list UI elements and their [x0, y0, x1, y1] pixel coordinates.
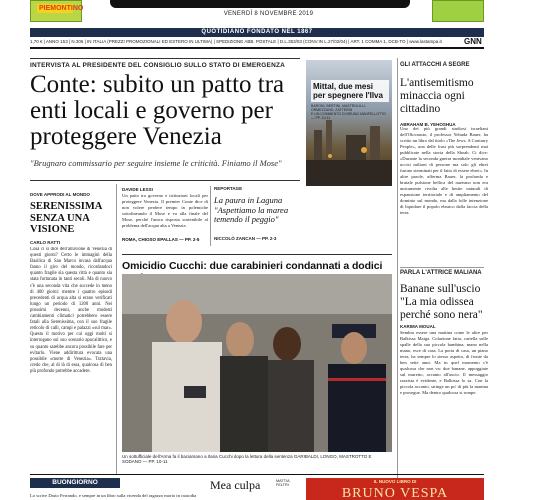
advert-left-label: PIEMONTINO	[39, 5, 84, 12]
price-line: 1,70 € | ANNO 153 | N.306 | IN ITALIA (PREZZI PROMOZIONALI ED ESTERO IN ULTIMA) | SPEDIZIONE ABB. POSTALE | D.L.353/03 (CONV.IN L.27/02/04) | ART. 1 COMMA 1, DCB-TO | www.lastampa.it	[30, 39, 442, 44]
right-col-divider	[397, 58, 398, 478]
buongiorno-text: Lo scrive Dario Ferrando, e sempre in un libro sulla vicenda del ragazzo morto in custodia	[30, 493, 197, 498]
cucchi-caption: Un sottufficiale dell'Arma fa il baciamano a Ilaria Cucchi dopo la lettura della sentenza GARIBALDI, LONGO, MASTROTTO E SODANO — PP. 10-11	[122, 454, 372, 464]
main-headline[interactable]: Conte: subito un patto tra enti locali e governo per proteggere Venezia	[30, 71, 285, 150]
courtroom-image	[122, 274, 392, 452]
segre-byline: ABRAHAM B. YEHOSHUA	[400, 122, 456, 127]
laguna-kicker: REPORTAGE	[214, 186, 243, 191]
founded-banner: QUOTIDIANO FONDATO NEL 1867	[30, 28, 484, 37]
left-col-divider	[116, 184, 117, 474]
right-col-rule	[400, 267, 484, 268]
vespa-small-label: IL NUOVO LIBRO DI	[373, 479, 417, 484]
laguna-author: NICCOLÒ ZANCAN — PP. 2-3	[214, 236, 277, 241]
ratti-body: Cosa ci si dice dell'alluvione di Venezia di questi giorni? Certo le immagini della Basilica di San Marco invasa dall'acqua fanno il giro del mondo, ricordandoci quanto fragile sia questa città e quanto sia stata fortunata in tanti secoli. Ma di nuovo c'è una seconda vita che succede in meno di 400 giorni: mentre i quattro episodi precedenti di acqua alta si erano verificati lungo un periodo di 1200 anni. Nei prossimi decenni, anche modesti cambiamenti climatici potrebbero essere fatali alla Serenissima, con il suo fragile reticolo di calli, campi e palazzi «sul mar». Questo il motivo per cui oggi molti si interrogano sul suo scenario apocalittico, e su quanto sarebbe ancora possibile fare per evitarlo. Viene addirittura evocata una possibile «morte di Venezia». Tuttavia, credo che, al di là di essa, qualcosa di ben più profondo potrebbe accadere.	[30, 247, 112, 374]
masthead	[0, 0, 537, 40]
cucchi-headline[interactable]: Omicidio Cucchi: due carabinieri condannati a dodici	[122, 260, 383, 272]
vespa-author-name: BRUNO VESPA	[341, 486, 449, 500]
cucchi-photo[interactable]	[122, 274, 392, 452]
ratti-headline[interactable]: SERENISSIMA SENZA UNA VISIONE	[30, 201, 102, 235]
mittal-title[interactable]: Mittal, due mesi per spegnere l'Ilva	[311, 80, 389, 102]
masthead-divider	[30, 47, 484, 49]
maiga-byline: KARIMA MOUAL	[400, 324, 436, 329]
steel-plant-image	[306, 60, 392, 186]
main-subhead: "Brugnaro commissario per seguire insieme le criticità. Finiamo il Mose"	[30, 158, 282, 168]
issue-date: VENERDÌ 8 NOVEMBRE 2019	[223, 11, 314, 17]
ratti-kicker: DOVE APPRODI AL MONDO	[30, 192, 90, 197]
maiga-headline[interactable]: Banane sull'uscio "La mia odissea perché sono nera"	[400, 283, 483, 321]
mid-col-divider	[210, 186, 211, 246]
conte-author: DAVIDE LESSI	[122, 187, 153, 192]
segre-body: Uno dei più grandi studiosi israeliani dell'Olocausto, il professor Yehuda Bauer, ha scritto un libro dal titolo «The Jews. A Contrary People», una delle frasi più sorprendenti mai pubblicate nella storia della Shoah. Ci dice: «Durante la seconda guerra mondiale venivano uccisi milioni di persone ma solo gli ebrei furono sterminati per il fatto di essere ebrei». In altre parole, afferma Bauer, la profonda e brutale pulsione bellica del nazismo non era unicamente rivolta alle bestie naturali di espansione territoriale e di ampliamento del dominio sul mondo, ma dalla folle intenzione di liquidare il popolo ebraico dalla faccia della terra.	[400, 126, 488, 215]
headline-bottom-rule	[30, 180, 300, 181]
conte-more: ROMA, CHIOSO EPALLAS — PP. 2-5	[122, 237, 200, 242]
newspaper-logo[interactable]	[110, 0, 410, 8]
bottom-rule	[30, 474, 484, 475]
buongiorno-tag: BUONGIORNO	[30, 478, 120, 488]
mittal-more: E UN COMMENTO DI BRUNO MANFELLOTTO — PP. 10-11	[311, 112, 386, 120]
laguna-headline[interactable]: La paura in Laguna "Aspettiamo la marea temendo il peggio"	[214, 195, 289, 224]
segre-kicker: GLI ATTACCHI A SEGRE	[400, 62, 470, 68]
main-top-rule	[30, 58, 300, 59]
maiga-kicker: PARLA L'ATTRICE MALIANA	[400, 270, 482, 276]
segre-headline[interactable]: L'antisemitismo minaccia ogni cittadino	[400, 77, 474, 115]
cucchi-top-rule	[122, 254, 392, 255]
mea-culpa-title[interactable]: Mea culpa	[210, 478, 261, 492]
mattia-feltri-byline: MATTIA FELTRI	[276, 479, 290, 487]
conte-body: Un patto tra governo e istituzioni locali per proteggere Venezia. Il premier Conte dice di non volere perdere tempo in polemiche sottolineando il Mose e va alla finale del Mose, perché l'unica risposta sostenibile al problema dell'acqua alta a Venezia.	[122, 193, 208, 228]
mittal-authors: BARONI, BERTINI, MASTROLILLI, ORMEZZANO, ZATTERIN	[311, 104, 366, 112]
ratti-author: CARLO RATTI	[30, 240, 61, 245]
mittal-photo[interactable]	[306, 60, 392, 186]
main-kicker: INTERVISTA AL PRESIDENTE DEL CONSIGLIO SULLO STATO DI EMERGENZA	[30, 62, 286, 69]
gnn-logo: GNN	[464, 37, 482, 46]
maiga-body: Sembra essere una mattina come le altre per Balkissa Maiga. Colazione fatta, cartella sulle spalle della sua piccola bambina, mano nella mano, esce di casa. La porta di casa, un piano terra, ha sempre lo stesso aspetto, di fronte da ben sette anni. Ma in quel momento c'è qualcosa che non va: due banane, appoggiate sul muretto, accanto all'uscio. Il messaggio razzista è evidente, e Balkissa lo sa. Con la piccola accanto, stringe un po' di più la manina e prosegue. Ma dentro qualcosa si rompe.	[400, 330, 488, 395]
